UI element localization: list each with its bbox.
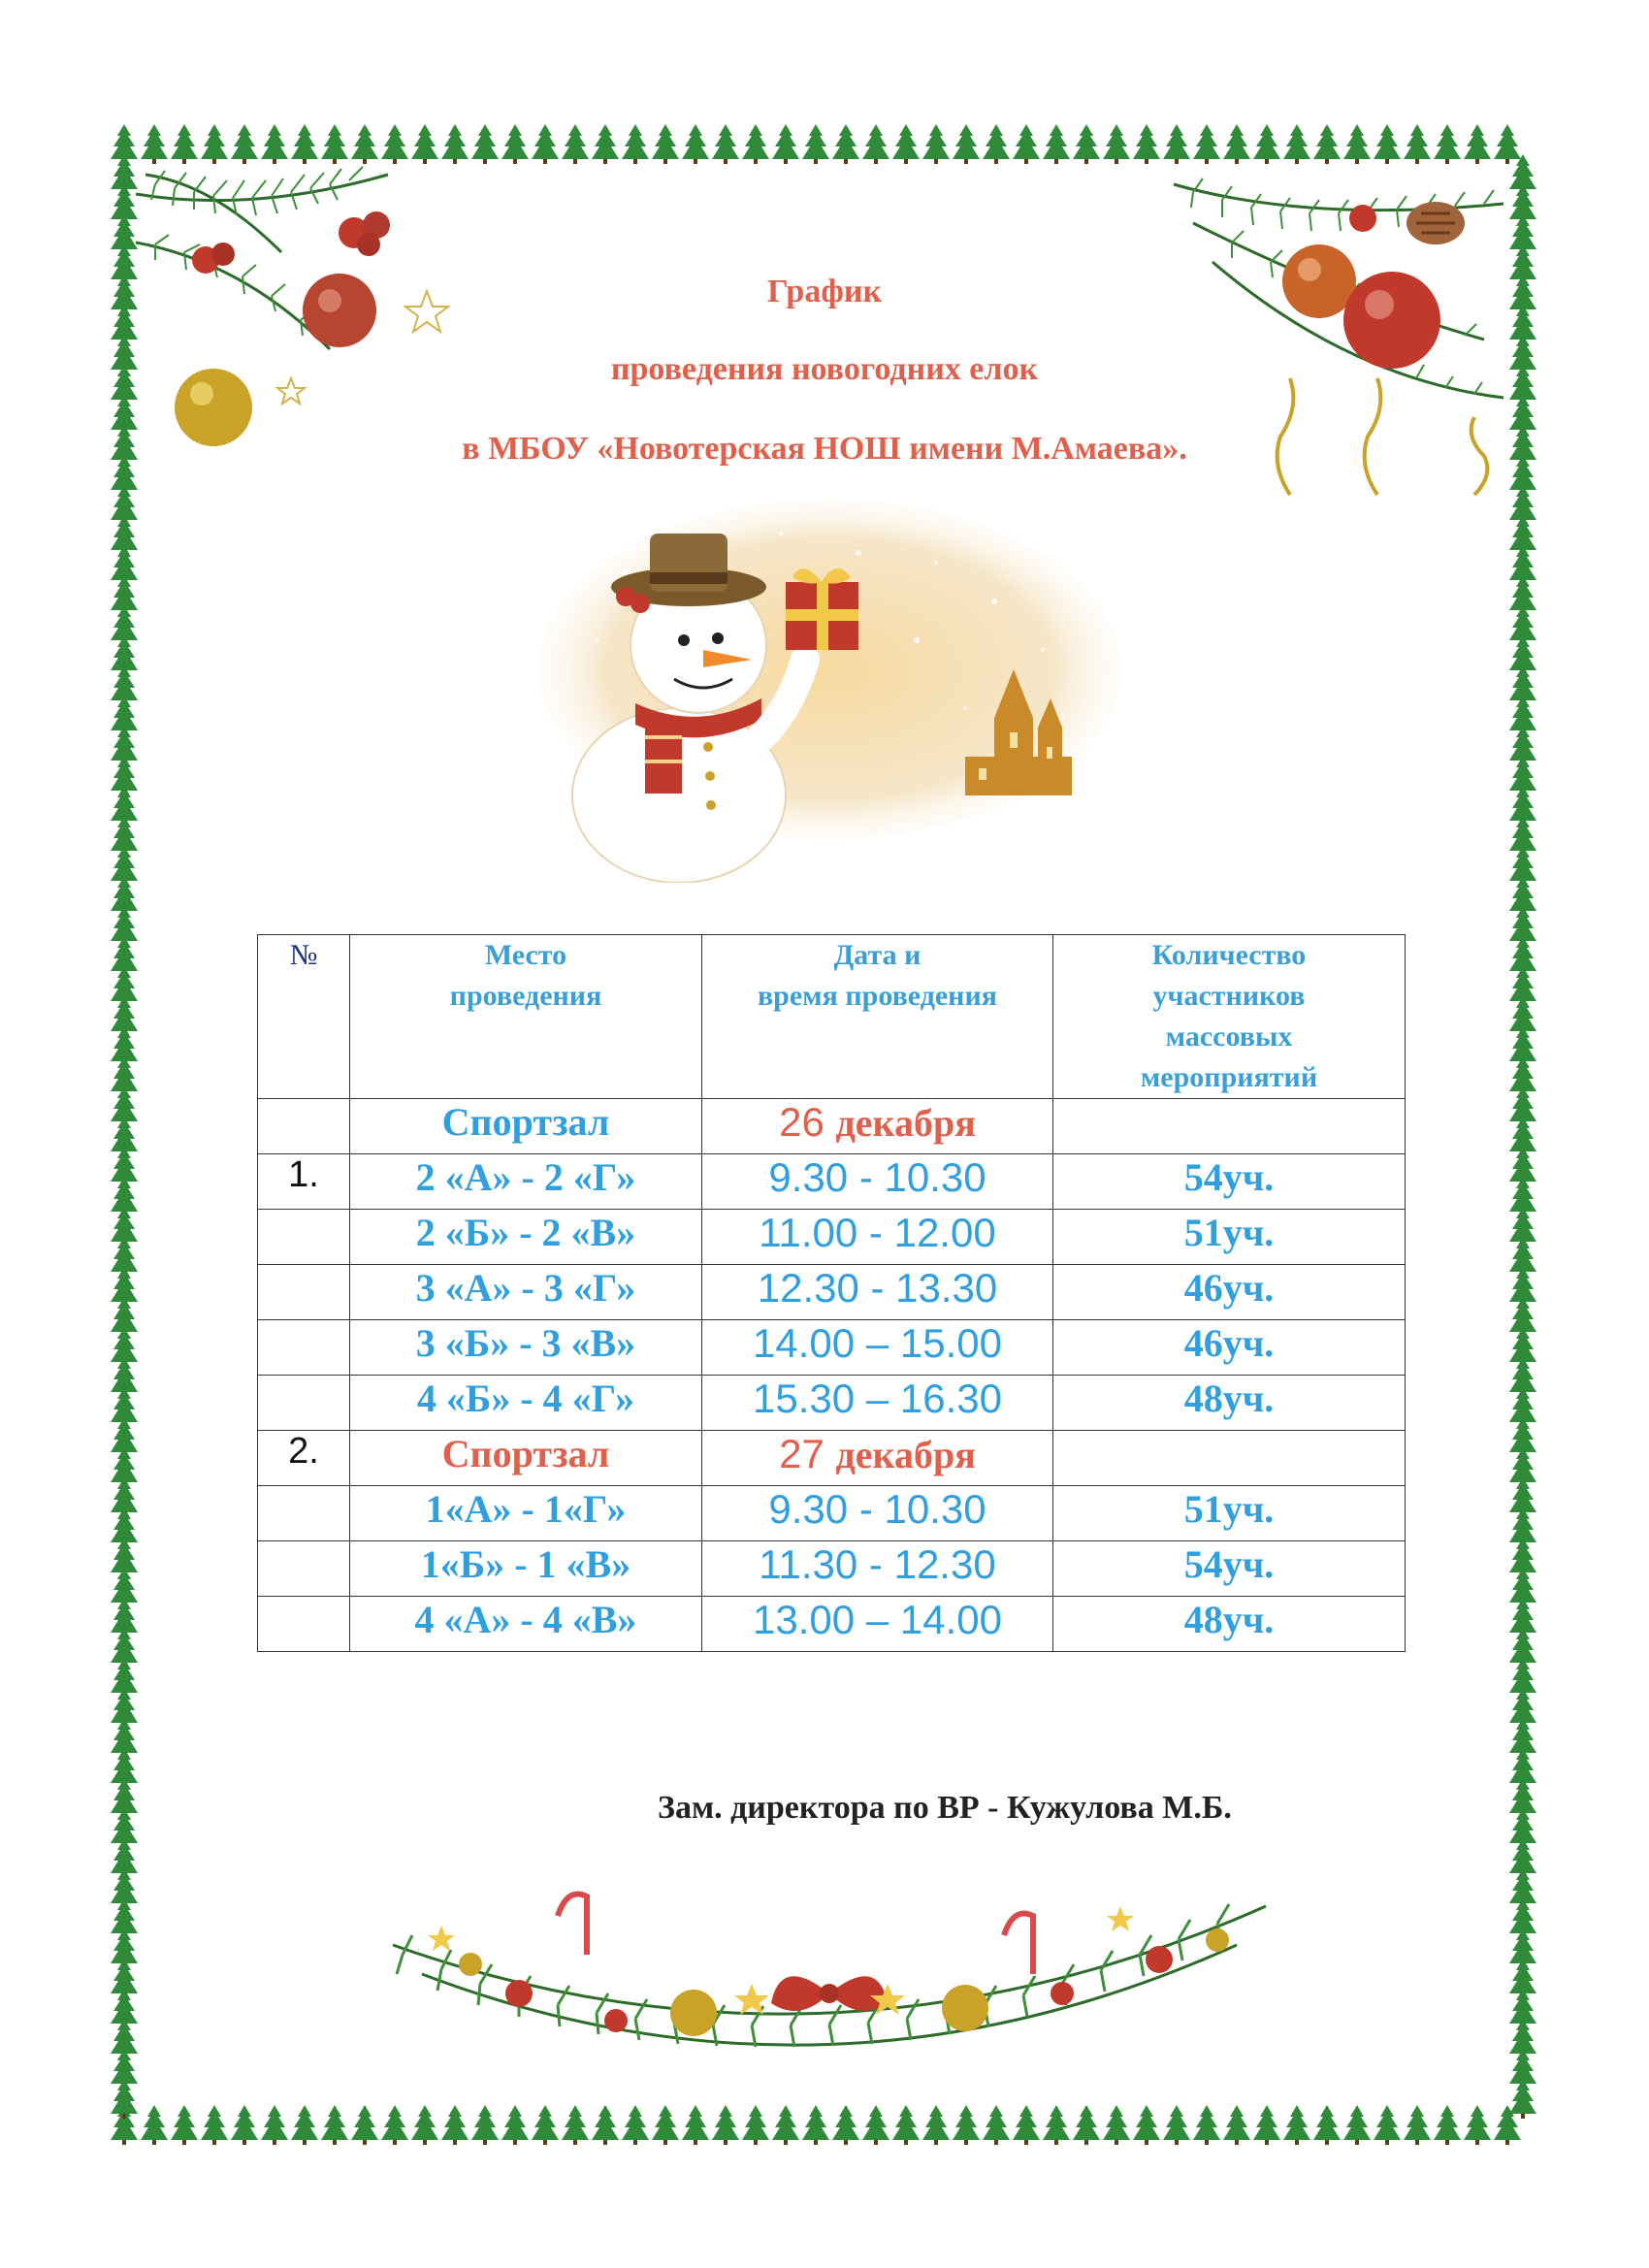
tree-border-item bbox=[1404, 2105, 1431, 2145]
tree-border-item bbox=[1343, 2105, 1371, 2145]
row-participants: 54уч. bbox=[1053, 1154, 1406, 1210]
tree-border-item bbox=[712, 2105, 739, 2145]
tree-border-item bbox=[1193, 2105, 1220, 2145]
tree-border-item bbox=[1103, 124, 1130, 164]
tree-border-item bbox=[1073, 124, 1100, 164]
tree-border-item bbox=[1434, 2105, 1461, 2145]
tree-border-item bbox=[772, 124, 799, 164]
tree-border-item bbox=[802, 2105, 829, 2145]
row-number bbox=[258, 1541, 350, 1597]
row-datetime bbox=[702, 1486, 1053, 1541]
tree-border-item bbox=[892, 124, 920, 164]
tree-border-item bbox=[471, 2105, 499, 2145]
tree-border-item bbox=[501, 2105, 529, 2145]
tree-border-item bbox=[351, 2105, 378, 2145]
col-header-datetime-line: Дата и bbox=[833, 939, 922, 971]
row-place: 1«Б» - 1 «В» bbox=[350, 1541, 702, 1597]
row-time-value: 15.30 – 16.30 bbox=[753, 1376, 1002, 1421]
tree-border-item bbox=[1163, 2105, 1190, 2145]
row-datetime bbox=[702, 1541, 1053, 1597]
tree-border-item bbox=[1013, 124, 1040, 164]
tree-border-item bbox=[1464, 2105, 1491, 2145]
schedule-table bbox=[257, 934, 1406, 1652]
col-header-datetime-line: время проведения bbox=[757, 980, 997, 1012]
tree-border-item bbox=[141, 2105, 168, 2145]
row-number bbox=[258, 1099, 350, 1154]
row-participants: 54уч. bbox=[1053, 1541, 1406, 1597]
table-header-row bbox=[258, 935, 1406, 1099]
table-row bbox=[258, 1541, 1406, 1597]
tree-border-item bbox=[922, 2105, 950, 2145]
row-place: 3 «Б» - 3 «В» bbox=[350, 1320, 702, 1376]
tree-border-item bbox=[1434, 124, 1461, 164]
tree-border-item bbox=[953, 124, 980, 164]
table-row bbox=[258, 1154, 1406, 1210]
row-time-month: декабря bbox=[835, 1101, 976, 1145]
row-place: 2 «Б» - 2 «В» bbox=[350, 1210, 702, 1265]
tree-border-item bbox=[983, 2105, 1010, 2145]
row-place: 4 «Б» - 4 «Г» bbox=[350, 1376, 702, 1431]
col-header-place-line: Место bbox=[484, 939, 567, 971]
snowman-with-gift-icon bbox=[509, 495, 1130, 883]
row-number bbox=[258, 1320, 350, 1376]
row-number bbox=[258, 1597, 350, 1652]
row-place: 3 «А» - 3 «Г» bbox=[350, 1265, 702, 1320]
row-participants: 51уч. bbox=[1053, 1486, 1406, 1541]
row-time-value: 11.00 - 12.00 bbox=[759, 1210, 996, 1255]
tree-border-item bbox=[501, 124, 529, 164]
row-time-value: 26 bbox=[779, 1099, 824, 1145]
table-row bbox=[258, 1486, 1406, 1541]
tree-border-item bbox=[742, 2105, 769, 2145]
tree-border-item bbox=[592, 124, 619, 164]
tree-border-item bbox=[652, 124, 679, 164]
tree-border-item bbox=[321, 2105, 348, 2145]
tree-border-item bbox=[1133, 124, 1160, 164]
row-number bbox=[258, 1265, 350, 1320]
tree-border-item bbox=[652, 2105, 679, 2145]
row-time-value: 27 bbox=[779, 1431, 824, 1476]
col-header-number: № bbox=[258, 935, 350, 1099]
row-datetime bbox=[702, 1376, 1053, 1431]
row-datetime bbox=[702, 1597, 1053, 1652]
tree-border-item bbox=[892, 2105, 920, 2145]
tree-border-item bbox=[231, 2105, 258, 2145]
tree-border-item bbox=[983, 124, 1010, 164]
tree-border-item bbox=[1223, 2105, 1250, 2145]
tree-border-item bbox=[682, 2105, 709, 2145]
tree-border-item bbox=[1283, 124, 1310, 164]
row-participants: 48уч. bbox=[1053, 1376, 1406, 1431]
row-number bbox=[258, 1210, 350, 1265]
table-row bbox=[258, 1376, 1406, 1431]
tree-border-item bbox=[862, 124, 889, 164]
tree-border-item bbox=[1103, 2105, 1130, 2145]
tree-border-item bbox=[622, 2105, 649, 2145]
row-time-value: 14.00 – 15.00 bbox=[753, 1320, 1002, 1366]
tree-border-item bbox=[411, 2105, 438, 2145]
row-number: 1. bbox=[258, 1154, 350, 1210]
row-datetime bbox=[702, 1099, 1053, 1154]
col-header-datetime bbox=[702, 935, 1053, 1099]
tree-border-item bbox=[832, 2105, 859, 2145]
col-header-count-line: участников bbox=[1152, 980, 1306, 1012]
tree-border-item bbox=[862, 2105, 889, 2145]
tree-border-item bbox=[291, 2105, 318, 2145]
row-participants bbox=[1053, 1099, 1406, 1154]
page-title: График bbox=[766, 274, 883, 309]
tree-border-item bbox=[1313, 124, 1341, 164]
row-participants: 48уч. bbox=[1053, 1597, 1406, 1652]
row-participants bbox=[1053, 1431, 1406, 1486]
tree-border-item bbox=[381, 2105, 408, 2145]
row-participants: 51уч. bbox=[1053, 1210, 1406, 1265]
tree-border-item bbox=[1509, 2079, 1536, 2119]
row-number bbox=[258, 1376, 350, 1431]
tree-border-item bbox=[111, 2079, 138, 2119]
tree-border-item bbox=[1343, 124, 1371, 164]
col-header-count bbox=[1053, 935, 1406, 1099]
tree-border-item bbox=[1313, 2105, 1341, 2145]
tree-border-item bbox=[622, 124, 649, 164]
school-name: в МБОУ «Новотерская НОШ имени М.Амаева». bbox=[462, 431, 1187, 467]
col-header-place bbox=[350, 935, 702, 1099]
row-datetime bbox=[702, 1431, 1053, 1486]
tree-border-item bbox=[772, 2105, 799, 2145]
signature: Зам. директора по ВР - Кужулова М.Б. bbox=[658, 1790, 1232, 1826]
tree-border-item bbox=[953, 2105, 980, 2145]
tree-border-item bbox=[171, 2105, 198, 2145]
row-place: 2 «А» - 2 «Г» bbox=[350, 1154, 702, 1210]
tree-border-item bbox=[742, 124, 769, 164]
page-subtitle: проведения новогодних елок bbox=[610, 351, 1039, 387]
tree-border-item bbox=[832, 124, 859, 164]
tree-border-item bbox=[1464, 124, 1491, 164]
row-datetime bbox=[702, 1320, 1053, 1376]
tree-border-item bbox=[1374, 124, 1401, 164]
row-time-value: 9.30 - 10.30 bbox=[768, 1486, 986, 1532]
table-row bbox=[258, 1210, 1406, 1265]
tree-border-item bbox=[1223, 124, 1250, 164]
tree-border-item bbox=[1253, 124, 1280, 164]
table-row bbox=[258, 1431, 1406, 1486]
row-time-value: 9.30 - 10.30 bbox=[768, 1154, 986, 1200]
tree-border-item bbox=[922, 124, 950, 164]
tree-border-item bbox=[712, 124, 739, 164]
row-time-value: 12.30 - 13.30 bbox=[757, 1265, 998, 1311]
tree-border-item bbox=[1073, 2105, 1100, 2145]
row-time-value: 11.30 - 12.30 bbox=[759, 1541, 996, 1587]
table-row bbox=[258, 1597, 1406, 1652]
table-row bbox=[258, 1099, 1406, 1154]
tree-border-item bbox=[1374, 2105, 1401, 2145]
tree-border-item bbox=[1013, 2105, 1040, 2145]
tree-border-item bbox=[261, 2105, 288, 2145]
row-place: 1«А» - 1«Г» bbox=[350, 1486, 702, 1541]
col-header-count-line: массовых bbox=[1165, 1021, 1293, 1053]
table-row bbox=[258, 1320, 1406, 1376]
tree-border-item bbox=[562, 2105, 589, 2145]
row-number: 2. bbox=[258, 1431, 350, 1486]
col-header-count-line: Количество bbox=[1151, 939, 1307, 971]
tree-border-item bbox=[1283, 2105, 1310, 2145]
tree-border-item bbox=[562, 124, 589, 164]
tree-border-item bbox=[1043, 2105, 1070, 2145]
row-datetime bbox=[702, 1154, 1053, 1210]
row-datetime bbox=[702, 1265, 1053, 1320]
tree-border-item bbox=[802, 124, 829, 164]
row-datetime bbox=[702, 1210, 1053, 1265]
row-time-month: декабря bbox=[835, 1433, 976, 1476]
tree-border-item bbox=[1193, 124, 1220, 164]
tree-border-item bbox=[592, 2105, 619, 2145]
christmas-garland-icon bbox=[383, 1848, 1276, 2100]
christmas-branch-ornaments-icon bbox=[136, 155, 466, 475]
row-place: Спортзал bbox=[350, 1431, 702, 1486]
tree-border-item bbox=[532, 124, 559, 164]
row-participants: 46уч. bbox=[1053, 1320, 1406, 1376]
tree-border-item bbox=[1494, 124, 1521, 164]
row-place: 4 «А» - 4 «В» bbox=[350, 1597, 702, 1652]
tree-border-item bbox=[1043, 124, 1070, 164]
row-participants: 46уч. bbox=[1053, 1265, 1406, 1320]
tree-border-item bbox=[1404, 124, 1431, 164]
tree-border-item bbox=[1133, 2105, 1160, 2145]
tree-border-item bbox=[682, 124, 709, 164]
table-row bbox=[258, 1265, 1406, 1320]
row-number bbox=[258, 1486, 350, 1541]
tree-border-item bbox=[1163, 124, 1190, 164]
col-header-count-line: мероприятий bbox=[1140, 1061, 1318, 1093]
tree-border-item bbox=[441, 2105, 469, 2145]
row-time-value: 13.00 – 14.00 bbox=[753, 1597, 1002, 1642]
tree-border-item bbox=[201, 2105, 228, 2145]
col-header-place-line: проведения bbox=[449, 980, 602, 1012]
tree-border-item bbox=[532, 2105, 559, 2145]
tree-border-item bbox=[1253, 2105, 1280, 2145]
row-place: Спортзал bbox=[350, 1099, 702, 1154]
tree-border-item bbox=[471, 124, 499, 164]
